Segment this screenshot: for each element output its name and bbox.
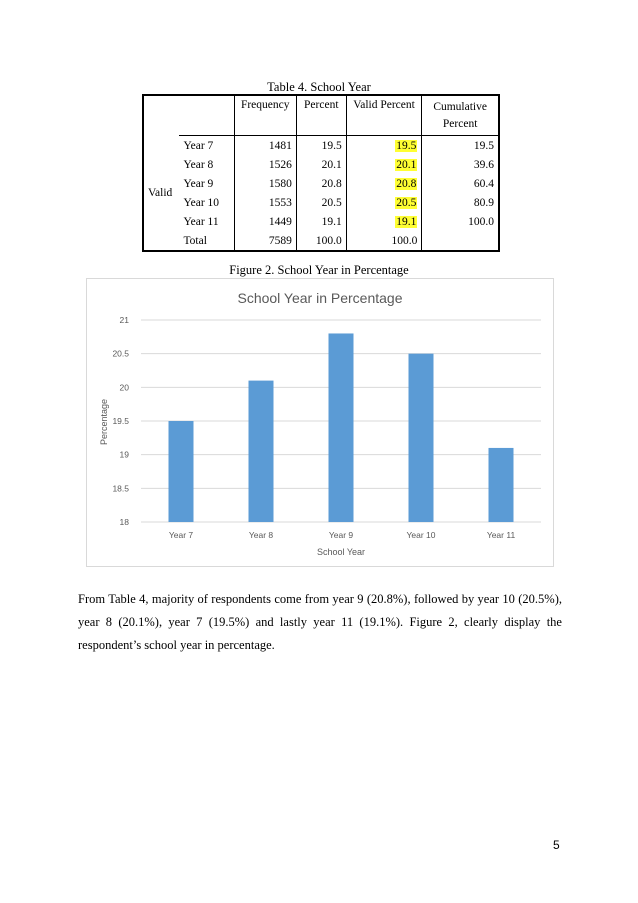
x-tick-labels [169,530,516,540]
x-axis-title: School Year [316,547,366,557]
y-tick-labels [112,315,129,527]
y-tick-label: 19 [119,449,129,460]
cell-frequency: 7589 [234,231,296,251]
chart-svg [87,279,553,566]
x-tick-label: Year 7 [168,530,194,540]
header-frequency: Frequency [234,95,296,136]
table-row [143,155,499,174]
highlighted-value: 20.8 [396,177,417,190]
row-label: Total [179,231,234,251]
cell-cumulative-percent: 19.5 [422,136,499,156]
cell-frequency: 1449 [234,212,296,231]
cell-cumulative-percent: 60.4 [422,174,499,193]
highlighted-value: 19.1 [396,215,417,228]
bar-year-11 [489,448,514,522]
cell-cumulative-percent: 39.6 [422,155,499,174]
highlighted-value: 20.1 [396,158,417,171]
table-row [143,231,499,251]
x-tick-label: Year 9 [328,530,354,540]
row-label: Year 9 [179,174,234,193]
x-tick-label: Year 10 [406,530,436,540]
cell-percent: 20.5 [296,193,346,212]
bar-year-10 [409,354,434,522]
highlighted-value: 20.5 [396,196,417,209]
chart-title: School Year in Percentage [237,290,403,306]
table-row [143,193,499,212]
cell-valid-percent: 100.0 [346,231,422,251]
cell-valid-percent [346,193,422,212]
row-label: Year 7 [179,136,234,156]
bar-chart [86,278,554,567]
cell-frequency: 1580 [234,174,296,193]
body-paragraph: From Table 4, majority of respondents come from year 9 (20.8%), followed by year 10 (20.5%), year 8 (20.1%), year 7 (19.5%) and lastly year 11 (19.1%). Figure 2, clearly display the respondent’s school year in percentage. [78,592,562,652]
cell-frequency: 1526 [234,155,296,174]
header-empty-label [179,95,234,136]
bar-layer [169,333,514,522]
bar-year-7 [169,421,194,522]
row-label: Year 8 [179,155,234,174]
cell-valid-percent [346,155,422,174]
cell-frequency: 1481 [234,136,296,156]
table-row [143,136,499,156]
bar-year-8 [249,381,274,522]
header-empty-group [143,95,179,136]
header-percent: Percent [296,95,346,136]
highlighted-value: 19.5 [396,139,417,152]
header-valid-percent: Valid Percent [346,95,422,136]
page-number: 5 [553,838,560,852]
y-tick-label: 21 [119,315,129,325]
row-label: Year 10 [179,193,234,212]
header-cumulative-percent: Cumulative Percent [422,95,499,136]
y-axis-title: Percentage [99,398,109,446]
cell-cumulative-percent: 100.0 [422,212,499,231]
cell-cumulative-percent: 80.9 [422,193,499,212]
y-tick-label: 20 [119,382,129,393]
cell-valid-percent [346,174,422,193]
cell-percent: 100.0 [296,231,346,251]
cell-percent: 19.5 [296,136,346,156]
x-tick-label: Year 11 [486,530,516,540]
cell-valid-percent [346,212,422,231]
cell-percent: 19.1 [296,212,346,231]
y-tick-label: 19.5 [112,416,129,426]
figure-caption: Figure 2. School Year in Percentage [229,263,409,277]
bar-year-9 [329,333,354,522]
group-label-valid: Valid [143,136,179,252]
y-tick-label: 20.5 [112,348,129,359]
cell-frequency: 1553 [234,193,296,212]
y-tick-label: 18 [119,517,129,527]
row-label: Year 11 [179,212,234,231]
cell-percent: 20.1 [296,155,346,174]
table-caption: Table 4. School Year [267,80,371,94]
table-body [143,136,499,252]
table-row [143,174,499,193]
y-tick-label: 18.5 [112,483,129,494]
school-year-table [142,94,500,252]
cell-cumulative-percent [422,231,499,251]
cell-percent: 20.8 [296,174,346,193]
x-tick-label: Year 8 [248,530,274,540]
table-row [143,212,499,231]
cell-valid-percent [346,136,422,156]
